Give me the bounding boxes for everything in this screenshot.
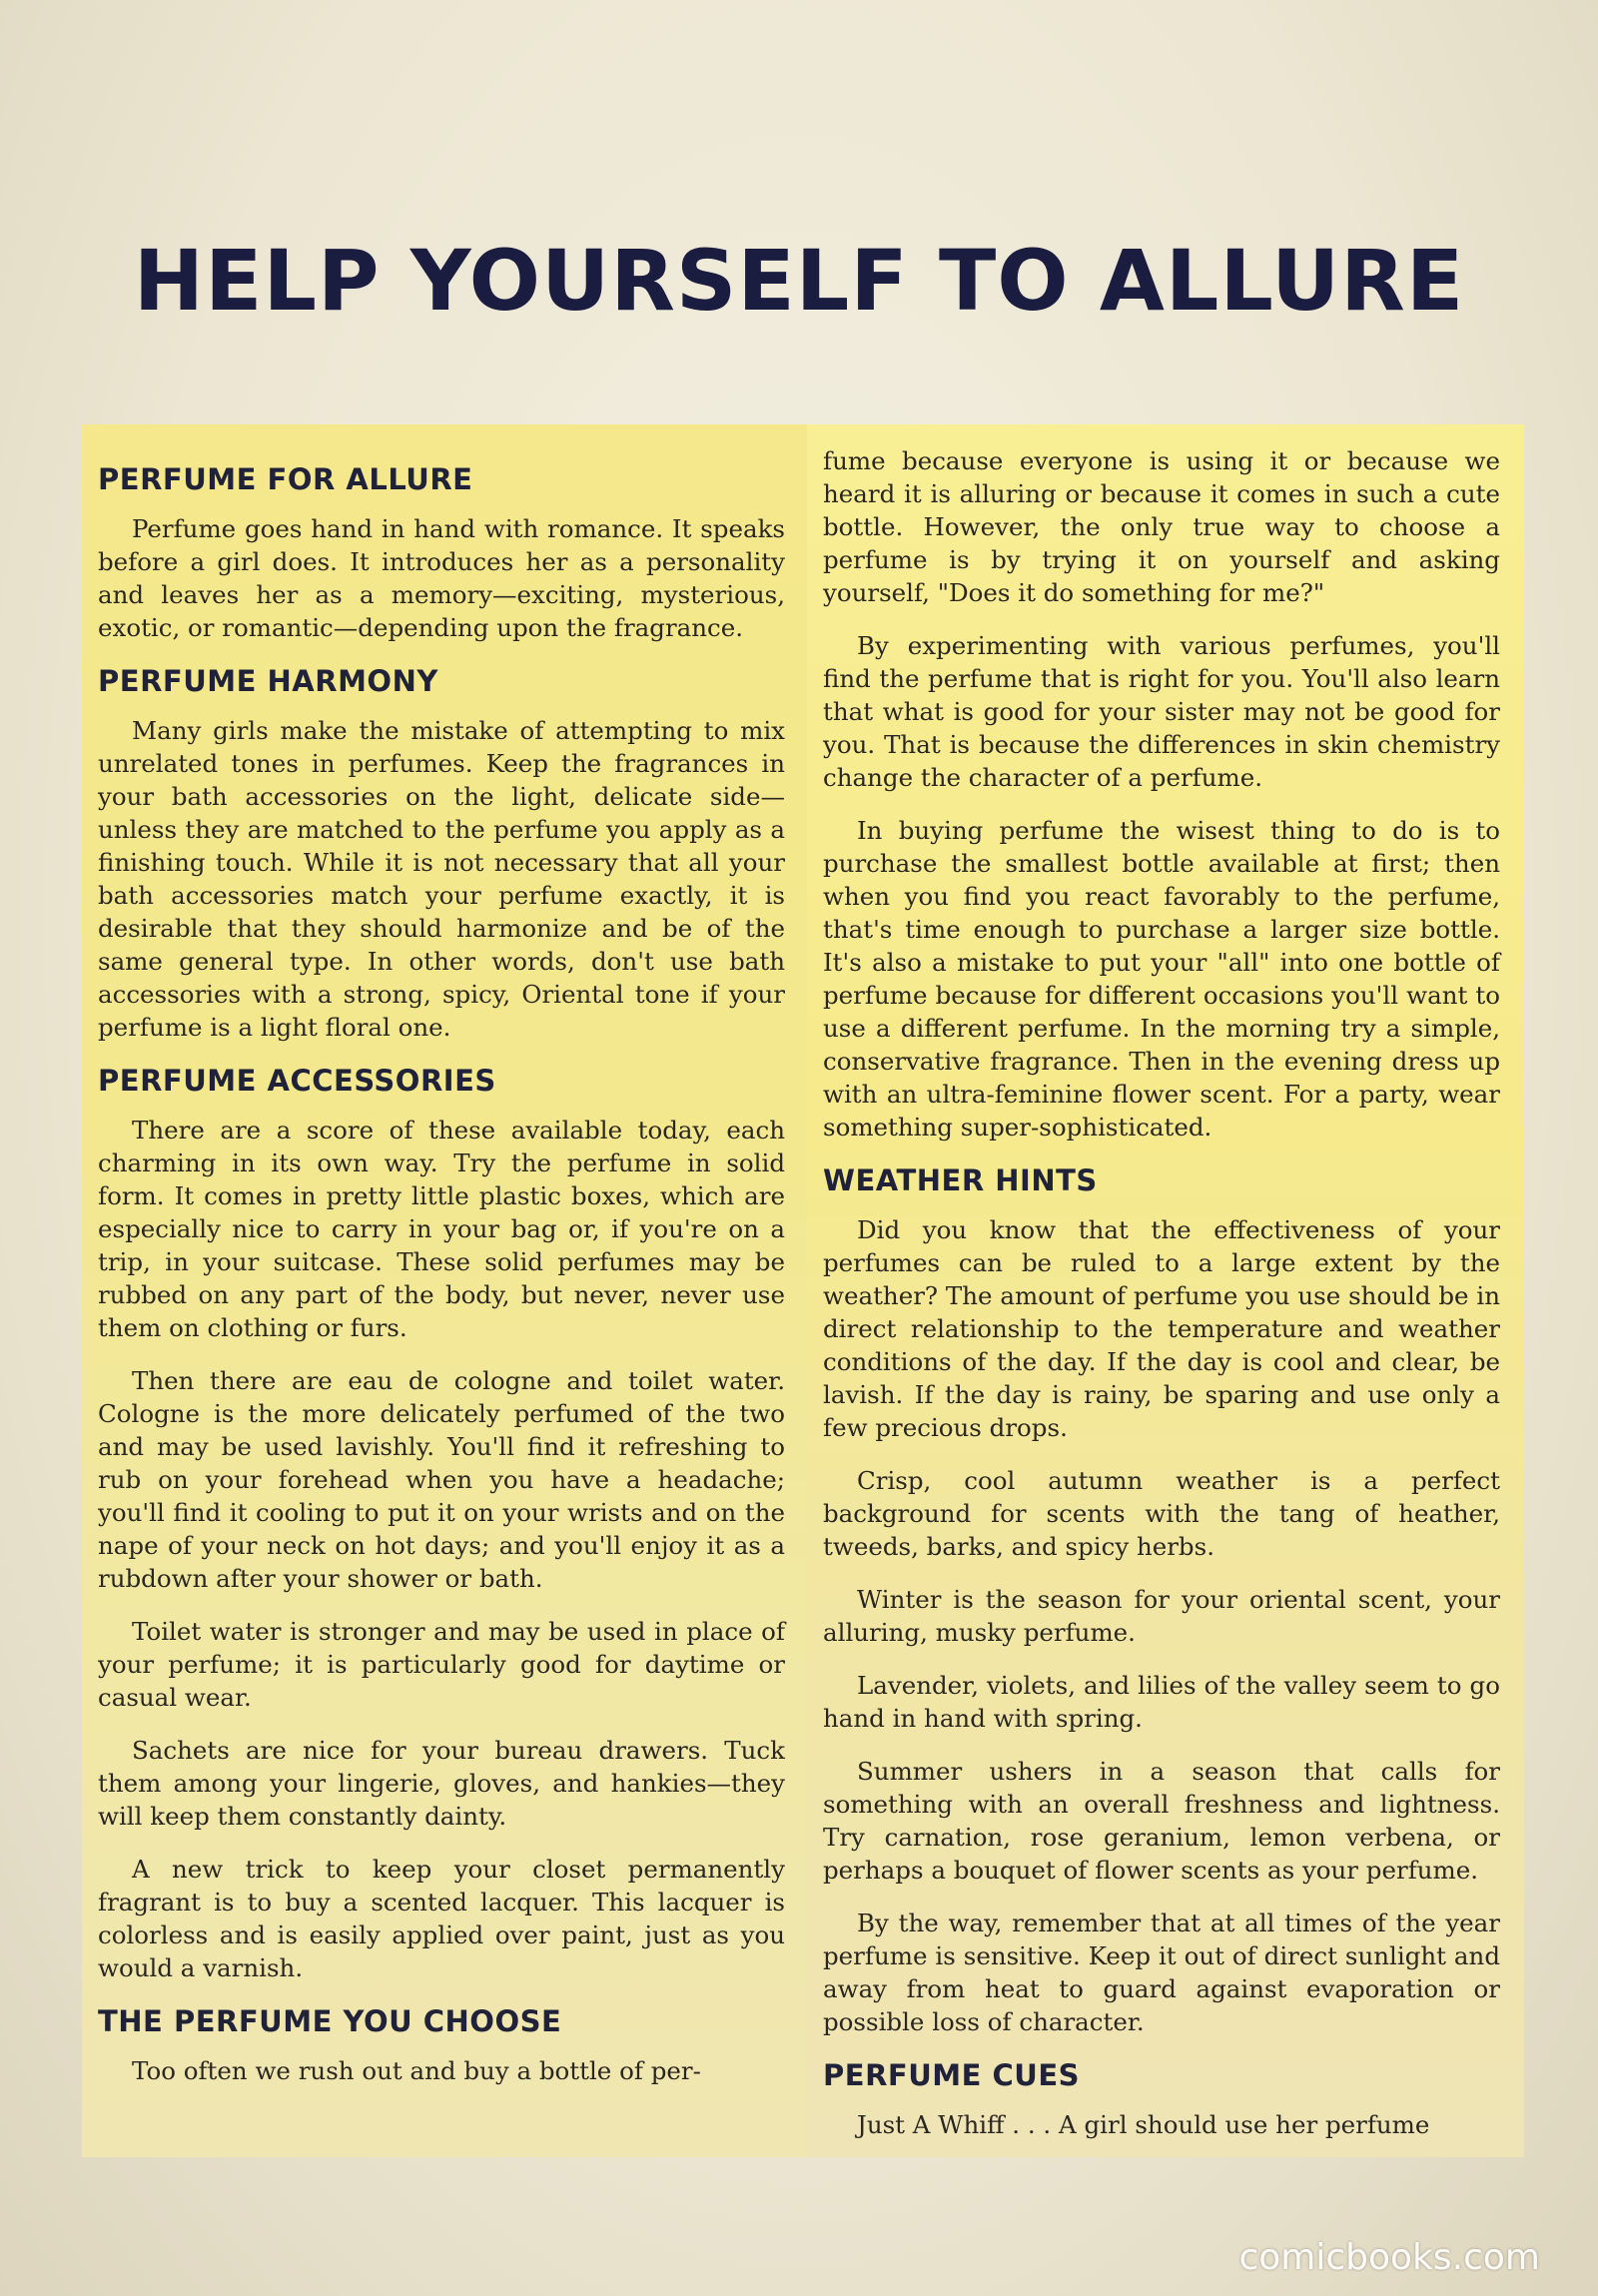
paragraph: Sachets are nice for your bureau drawers. Tuck them among your lingerie, gloves, and hankies—they will keep them constantly dainty. xyxy=(98,1736,785,1831)
paragraph: In buying perfume the wisest thing to do is to purchase the smallest bottle available at first; then when you find you react favorably to the perfume, that's time enough to purchase a larger size bottle. It's also a mistake to put your "all" into one bottle of perfume because for different occasions you'll want to use a different perfume. In the morning try a simple, conservative fragrance. Then in the evening dress up with an ultra-feminine flower scent. For a party, wear something super-sophisticated. xyxy=(823,816,1500,1142)
paragraph: Summer ushers in a season that calls for something with an overall freshness and lightness. Try carnation, rose geranium, lemon verbena, or perhaps a bouquet of flower scents as your perfume. xyxy=(823,1757,1500,1885)
section-heading-weather-hints: WEATHER HINTS xyxy=(823,1163,1098,1197)
paragraph: By the way, remember that at all times of the year perfume is sensitive. Keep it out of direct sunlight and away from heat to guard against evaporation or possible loss of character. xyxy=(823,1909,1500,2036)
page-title: HELP YOURSELF TO ALLURE xyxy=(133,232,1465,330)
paragraph: Then there are eau de cologne and toilet water. Cologne is the more delicately perfumed of the two and may be used lavishly. You'll find it refreshing to rub on your forehead when you have a headache; you'll find it cooling to put it on your wrists and on the nape of your neck on hot days; and you'll enjoy it as a rubdown after your shower or bath. xyxy=(98,1366,785,1593)
paragraph: There are a score of these available today, each charming in its own way. Try the perfume in solid form. It comes in pretty little plastic boxes, which are especially nice to carry in your bag or, if you're on a trip, in your suitcase. These solid perfumes may be rubbed on any part of the body, but never, never use them on clothing or furs. xyxy=(98,1116,785,1342)
paragraph: Winter is the season for your oriental scent, your alluring, musky perfume. xyxy=(823,1585,1500,1647)
paragraph-continued: fume because everyone is using it or because we heard it is alluring or because it comes in such a cute bottle. However, the only true way to choose a perfume is by trying it on yourself and asking yourself, "Does it do something for me?" xyxy=(823,446,1500,607)
paragraph: Did you know that the effectiveness of your perfumes can be ruled to a large extent by the weather? The amount of perfume you use should be in direct relationship to the temperature and weather conditions of the day. If the day is cool and clear, be lavish. If the day is rainy, be sparing and use only a few precious drops. xyxy=(823,1215,1500,1442)
paragraph: Crisp, cool autumn weather is a perfect background for scents with the tang of heather, tweeds, barks, and spicy herbs. xyxy=(823,1466,1500,1561)
paragraph: Toilet water is stronger and may be used in place of your perfume; it is particularly good for daytime or casual wear. xyxy=(98,1617,785,1712)
paragraph: Lavender, violets, and lilies of the valley seem to go hand in hand with spring. xyxy=(823,1671,1500,1733)
paragraph: Just A Whiff . . . A girl should use her perfume xyxy=(857,2110,1430,2139)
section-heading-perfume-cues: PERFUME CUES xyxy=(823,2058,1081,2092)
section-heading-perfume-for-allure: PERFUME FOR ALLURE xyxy=(98,462,473,496)
watermark: comicbooks.com xyxy=(1238,2237,1540,2278)
paragraph: By experimenting with various perfumes, you'll find the perfume that is right for you. You'll also learn that what is good for your sister may not be good for you. That is because the differences in skin chemistry change the character of a perfume. xyxy=(823,631,1500,792)
paragraph: Many girls make the mistake of attempting to mix unrelated tones in perfumes. Keep the fragrances in your bath accessories on the light, delicate side—unless they are matched to the perfume you apply as a finishing touch. While it is not necessary that all your bath accessories match your perfume exactly, it is desirable that they should harmonize and be of the same general type. In other words, don't use bath accessories with a strong, spicy, Oriental tone if your perfume is a light floral one. xyxy=(98,716,785,1042)
paragraph: Too often we rush out and buy a bottle of per- xyxy=(132,2056,701,2085)
left-column xyxy=(82,424,807,2157)
paragraph: A new trick to keep your closet permanently fragrant is to buy a scented lacquer. This lacquer is colorless and is easily applied over paint, just as you would a varnish. xyxy=(98,1855,785,1982)
paragraph: Perfume goes hand in hand with romance. It speaks before a girl does. It introduces her as a personality and leaves her as a memory—exciting, mysterious, exotic, or romantic—depending upon the fragrance. xyxy=(98,514,785,642)
section-heading-perfume-harmony: PERFUME HARMONY xyxy=(98,664,438,698)
section-heading-perfume-accessories: PERFUME ACCESSORIES xyxy=(98,1064,496,1098)
section-heading-the-perfume-you-choose: THE PERFUME YOU CHOOSE xyxy=(98,2004,562,2038)
right-column xyxy=(807,424,1524,2157)
